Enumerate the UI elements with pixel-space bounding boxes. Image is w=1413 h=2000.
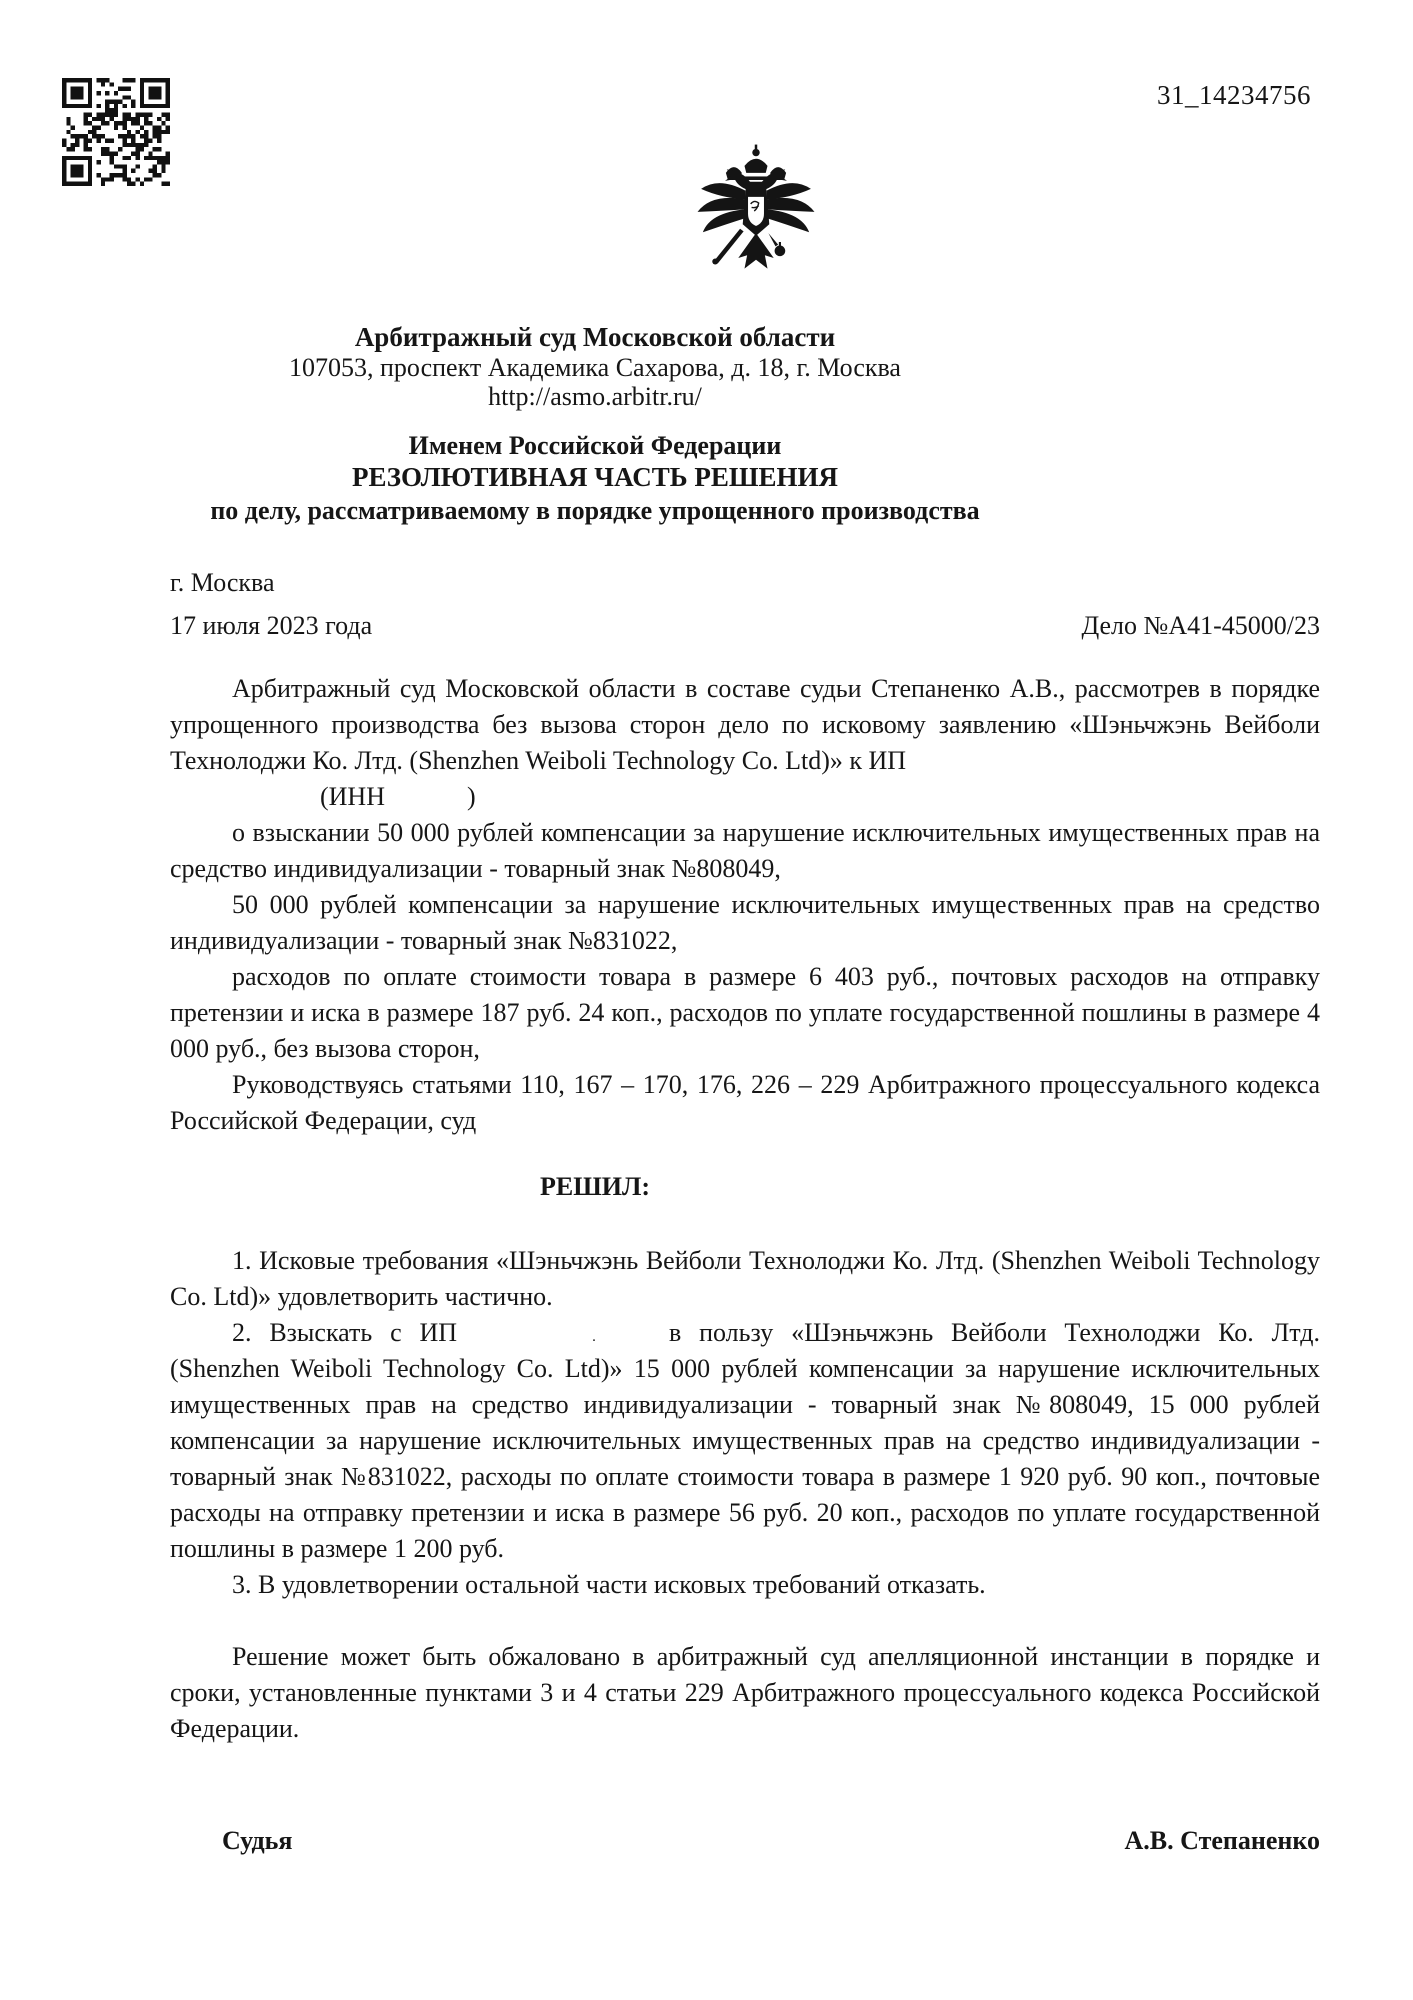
appeal-paragraph: Решение может быть обжаловано в арбитражный суд апелляционной инстанции в порядке и сроки, установленные пунктами 3 и 4 статьи 229 Арбитражного процессуального кодекса Российской Федерации. xyxy=(170,1642,1320,1743)
judge-label: Судья xyxy=(222,1826,293,1855)
respondent-redacted-gap xyxy=(457,1315,669,1351)
claim-paragraph-1: о взыскании 50 000 рублей компенсации за нарушение исключительных имущественных прав на средство индивидуализации - товарный знак №808049, xyxy=(170,818,1320,883)
signature-row xyxy=(170,1823,1320,1859)
claim-paragraph-2: 50 000 рублей компенсации за нарушение исключительных имущественных прав на средство индивидуализации - товарный знак №831022, xyxy=(170,890,1320,955)
item2-text-before-redaction: 2. Взыскать с ИП xyxy=(232,1318,458,1347)
in-name-of-line: Именем Российской Федерации xyxy=(408,431,782,460)
intro-paragraph: Арбитражный суд Московской области в составе судьи Степаненко А.В., рассмотрев в порядке упрощенного производства без вызова сторон дело по исковому заявлению «Шэньчжэнь Вейболи Технолоджи Ко. Лтд. (Shenzhen Weiboli Technology Co. Ltd)» к ИП xyxy=(170,674,1320,775)
item2-text-after-redaction: в пользу «Шэньчжэнь Вейболи Технолоджи Ко. Лтд. (Shenzhen Weiboli Technology Co. Ltd)» 15 000 рублей компенсации за нарушение исключительных имущественных прав на средство индивидуализации - товарный знак №808049, 15 000 рублей компенсации за нарушение исключительных имущественных прав на средство индивидуализации - товарный знак №831022, расходы по оплате стоимости товара в размере 1 920 руб. 90 коп., почтовые расходы на отправку претензии и иска в размере 56 руб. 20 коп., расходов по уплате государственной пошлины в размере 1 200 руб. xyxy=(170,1318,1320,1563)
case-number: Дело №А41-45000/23 xyxy=(1081,611,1320,640)
decision-item-2 xyxy=(170,1315,1320,1567)
inn-open: (ИНН xyxy=(320,782,385,811)
inn-line xyxy=(320,779,1320,815)
decision-date: 17 июля 2023 года xyxy=(170,611,373,640)
claim-paragraph-3: расходов по оплате стоимости товара в размере 6 403 руб., почтовых расходов на отправку претензии и иска в размере 187 руб. 24 коп., расходов по уплате государственной пошлины в размере 4 000 руб., без вызова сторон, xyxy=(170,962,1320,1063)
document-body xyxy=(170,322,1320,1859)
date-case-row xyxy=(170,608,1320,644)
document-number: 31_14234756 xyxy=(1157,80,1311,110)
procedure-line: по делу, рассматриваемому в порядке упрощенного производства xyxy=(210,496,980,525)
city: г. Москва xyxy=(170,568,275,597)
qr-code-icon xyxy=(62,78,170,186)
court-name: Арбитражный суд Московской области xyxy=(354,322,836,352)
guided-by-paragraph: Руководствуясь статьями 110, 167 – 170, 176, 226 – 229 Арбитражного процессуального кодекса Российской Федерации, суд xyxy=(170,1070,1320,1135)
decision-item-1: 1. Исковые требования «Шэньчжэнь Вейболи Технолоджи Ко. Лтд. (Shenzhen Weiboli Technology Co. Ltd)» удовлетворить частично. xyxy=(170,1246,1320,1311)
resolution-title: РЕЗОЛЮТИВНАЯ ЧАСТЬ РЕШЕНИЯ xyxy=(351,462,839,492)
redaction-artifact: . xyxy=(592,1329,596,1345)
resolved-heading: РЕШИЛ: xyxy=(539,1172,651,1201)
court-address: 107053, проспект Академика Сахарова, д. 18, г. Москва xyxy=(289,353,901,382)
judge-name: А.В. Степаненко xyxy=(1124,1826,1320,1855)
russia-coat-of-arms-icon xyxy=(694,138,818,284)
court-website: http://asmo.arbitr.ru/ xyxy=(488,382,702,411)
decision-item-3: 3. В удовлетворении остальной части исковых требований отказать. xyxy=(232,1570,986,1599)
inn-close: ) xyxy=(467,782,476,811)
